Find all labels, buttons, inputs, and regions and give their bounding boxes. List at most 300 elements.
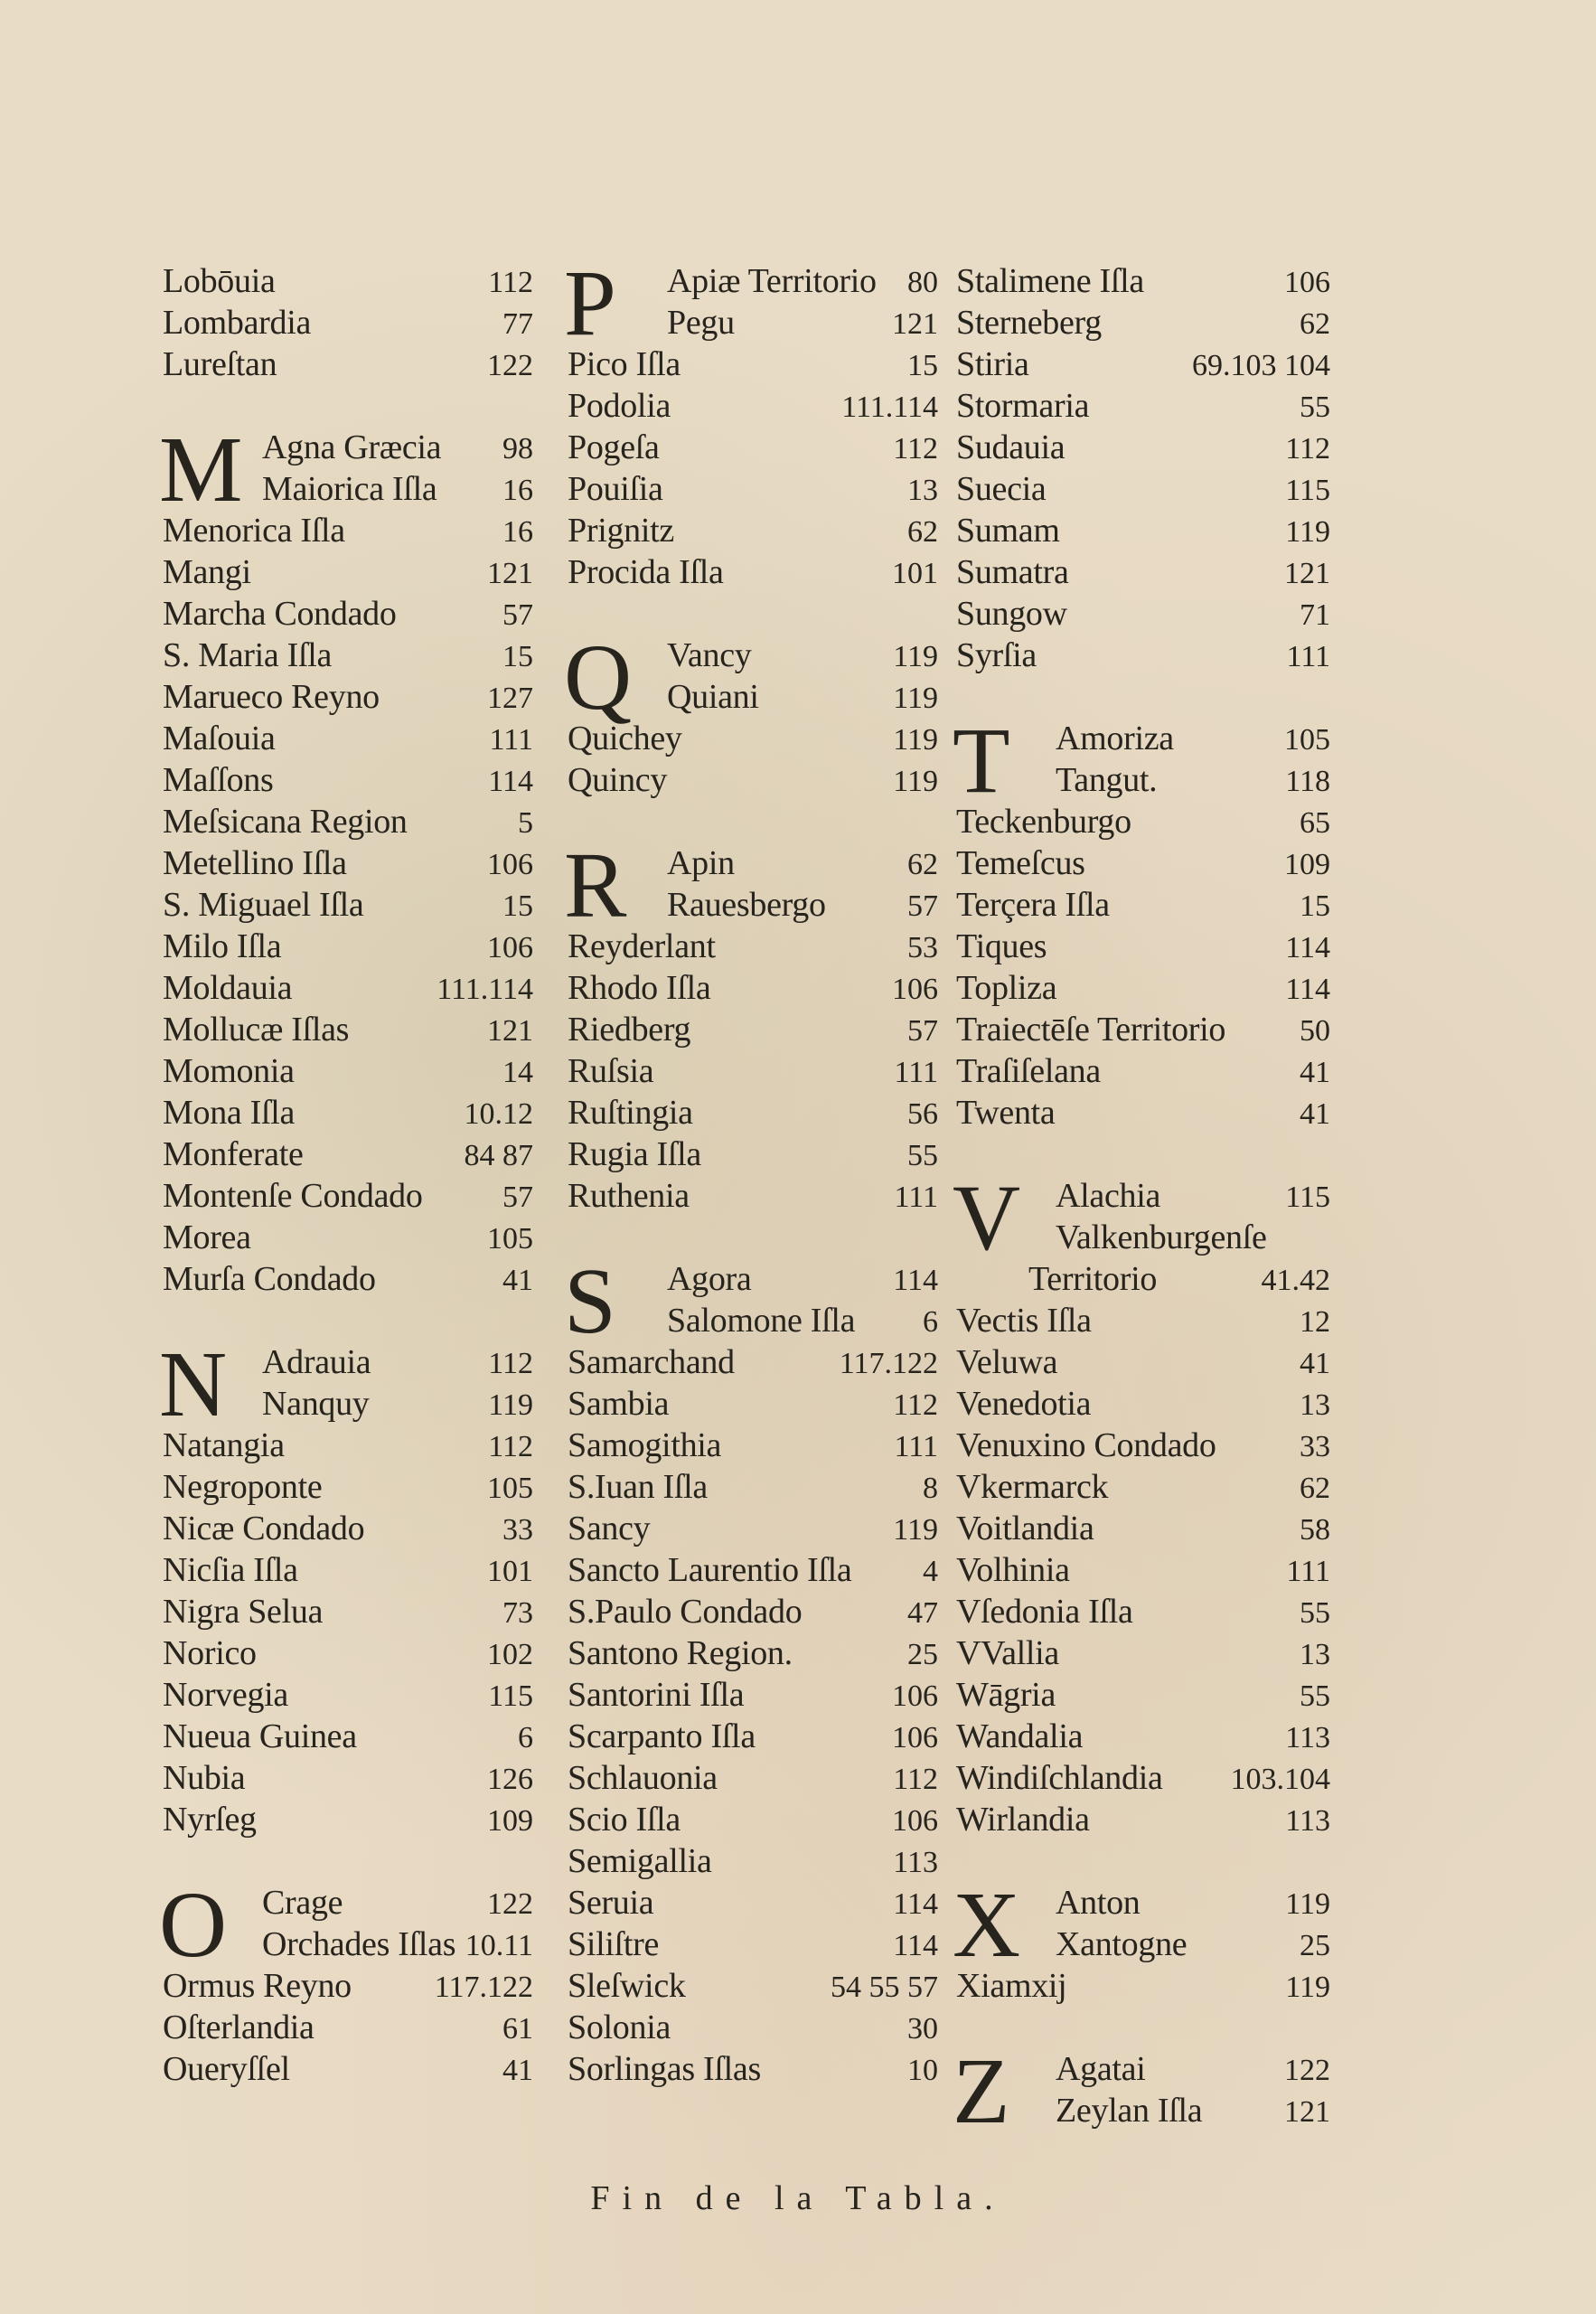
entry-page-number: 65 (1300, 806, 1330, 840)
entry-name: Wirlandia (956, 1801, 1090, 1839)
entry-page-number: 16 (502, 515, 533, 549)
entry-name: Samarchand (568, 1343, 735, 1381)
entry-page-number: 33 (502, 1513, 533, 1547)
entry-page-number: 109 (1284, 848, 1330, 881)
entry-page-number: 41 (1300, 1097, 1330, 1131)
index-entry (568, 427, 938, 468)
index-column-3 (953, 260, 1330, 2173)
index-entry (568, 1716, 938, 1757)
entry-name: Tangut. (1056, 761, 1158, 799)
index-section (953, 1166, 1330, 1840)
entry-name: Seruia (568, 1884, 654, 1922)
entry-page-number: 41 (1300, 1056, 1330, 1089)
section-initial-letter: Q (564, 626, 633, 729)
entry-page-number: 109 (487, 1804, 533, 1838)
index-entry (956, 1050, 1330, 1092)
index-entry (568, 1549, 938, 1591)
index-entry (163, 1508, 533, 1549)
entry-name: Sancto Laurentio Iſla (568, 1551, 852, 1589)
entry-page-number: 119 (893, 640, 938, 673)
index-entry (568, 1133, 938, 1175)
entry-page-number: 111 (1286, 1555, 1330, 1588)
entry-page-number: 10.11 (465, 1929, 533, 1962)
entry-name: S.Iuan Iſla (568, 1468, 708, 1506)
entry-page-number: 50 (1300, 1014, 1330, 1048)
entry-page-number: 106 (487, 848, 533, 881)
entry-page-number: 13 (1300, 1638, 1330, 1671)
entry-page-number: 112 (893, 1388, 938, 1422)
index-entry (568, 1341, 938, 1383)
entry-name: S. Maria Iſla (163, 636, 333, 674)
entry-page-number: 115 (1285, 1181, 1330, 1214)
entry-name: Venedotia (956, 1385, 1092, 1423)
entry-page-number: 118 (1285, 765, 1330, 798)
entry-page-number: 30 (907, 2012, 938, 2046)
entry-page-number: 41.42 (1261, 1264, 1330, 1297)
entry-page-number: 121 (1284, 2095, 1330, 2129)
entry-name: Marueco Reyno (163, 678, 380, 716)
index-entry (956, 427, 1330, 468)
entry-name: Rugia Iſla (568, 1135, 701, 1173)
index-entry (956, 1508, 1330, 1549)
index-entry (956, 1300, 1330, 1341)
entry-name: Samogithia (568, 1426, 722, 1464)
index-entry (956, 1757, 1330, 1799)
section-initial-letter: N (159, 1332, 228, 1436)
entry-page-number: 41 (502, 1264, 533, 1297)
entry-name: Sancy (568, 1510, 651, 1547)
index-entry (568, 967, 938, 1009)
entry-name: Apin (667, 844, 735, 882)
entry-page-number: 6 (518, 1721, 533, 1754)
entry-page-number: 119 (893, 1513, 938, 1547)
entry-name: Amoriza (1056, 720, 1174, 757)
entry-name: Vectis Iſla (956, 1302, 1092, 1340)
index-entry (163, 1133, 533, 1175)
entry-name: Nyrſeg (163, 1801, 257, 1839)
entry-page-number: 119 (1285, 1971, 1330, 2004)
entry-name: Pegu (667, 304, 735, 342)
index-section (564, 626, 938, 801)
entry-name: Traſiſelana (956, 1052, 1101, 1090)
entry-page-number: 62 (907, 848, 938, 881)
index-entry (568, 1092, 938, 1133)
section-initial-letter: O (159, 1873, 228, 1977)
index-entry (956, 1425, 1330, 1466)
entry-name: Nicſia Iſla (163, 1551, 298, 1589)
entry-name: Terçera Iſla (956, 886, 1110, 924)
index-entry (568, 2007, 938, 2048)
index-entry (956, 593, 1330, 635)
section-initial-letter: R (564, 833, 627, 937)
entry-page-number: 113 (893, 1846, 938, 1879)
index-entry (568, 1508, 938, 1549)
entry-page-number: 112 (488, 266, 533, 299)
entry-name: Pico Iſla (568, 345, 681, 383)
entry-name: S. Miguael Iſla (163, 886, 364, 924)
entry-page-number: 112 (1285, 432, 1330, 466)
entry-name: S.Paulo Condado (568, 1593, 803, 1631)
entry-page-number: 58 (1300, 1513, 1330, 1547)
index-entry (163, 1674, 533, 1716)
entry-name: Scio Iſla (568, 1801, 681, 1839)
entry-name: Teckenburgo (956, 803, 1131, 841)
entry-page-number: 41 (502, 2054, 533, 2087)
entry-name: Santorini Iſla (568, 1676, 745, 1714)
section-initial-letter: M (159, 418, 243, 522)
entry-name: Lombardia (163, 304, 312, 342)
entry-name: Volhinia (956, 1551, 1070, 1589)
entry-name: Norvegia (163, 1676, 288, 1714)
entry-page-number: 80 (907, 266, 938, 299)
entry-page-number: 113 (1285, 1804, 1330, 1838)
entry-name: Scarpanto Iſla (568, 1717, 756, 1755)
entry-page-number: 106 (892, 1721, 938, 1754)
index-entry (163, 1549, 533, 1591)
entry-name: Norico (163, 1634, 257, 1672)
index-section (953, 2039, 1330, 2143)
index-entry (163, 967, 533, 1009)
entry-name: Nigra Selua (163, 1593, 324, 1631)
entry-page-number: 101 (487, 1555, 533, 1588)
index-entry (568, 1425, 938, 1466)
entry-page-number: 62 (1300, 307, 1330, 341)
entry-page-number: 55 (907, 1139, 938, 1172)
entry-name: Pouiſia (568, 470, 663, 508)
entry-name: Suecia (956, 470, 1047, 508)
index-section (159, 1332, 533, 1840)
entry-name: Rauesbergo (667, 886, 826, 924)
entry-page-number: 127 (487, 682, 533, 715)
index-entry (568, 1383, 938, 1425)
entry-page-number: 121 (1284, 557, 1330, 590)
section-initial-letter: P (564, 251, 616, 355)
entry-page-number: 5 (518, 806, 533, 840)
index-entry (956, 1674, 1330, 1716)
index-section (163, 260, 533, 385)
index-entry (163, 718, 533, 759)
end-of-table-footer: Fin de la Tabla. (590, 2179, 1006, 2217)
entry-name: Maiorica Iſla (262, 470, 437, 508)
entry-name: Ormus Reyno (163, 1967, 352, 2005)
entry-name: Mona Iſla (163, 1094, 296, 1132)
entry-name: Agatai (1056, 2050, 1146, 2088)
entry-name: Mollucæ Iſlas (163, 1011, 350, 1049)
index-entry (163, 884, 533, 926)
index-entry (956, 1799, 1330, 1840)
entry-page-number: 10.12 (464, 1097, 533, 1131)
entry-page-number: 13 (907, 474, 938, 507)
index-entry (163, 1092, 533, 1133)
entry-page-number: 15 (502, 640, 533, 673)
entry-name: Sterneberg (956, 304, 1102, 342)
entry-page-number: 71 (1300, 598, 1330, 632)
entry-page-number: 4 (923, 1555, 938, 1588)
index-entry (568, 1882, 938, 1924)
entry-name: Natangia (163, 1426, 285, 1464)
index-entry (163, 2007, 533, 2048)
entry-page-number: 15 (907, 349, 938, 382)
index-entry (163, 926, 533, 967)
entry-name: Veluwa (956, 1343, 1058, 1381)
index-entry (163, 1050, 533, 1092)
entry-name: Milo Iſla (163, 927, 282, 965)
entry-name: Quincy (568, 761, 668, 799)
entry-page-number: 102 (487, 1638, 533, 1671)
entry-name: Sorlingas Iſlas (568, 2050, 761, 2088)
entry-name: Sungow (956, 595, 1067, 633)
entry-page-number: 111.114 (841, 390, 938, 424)
entry-page-number: 25 (907, 1638, 938, 1671)
index-entry (956, 468, 1330, 510)
entry-name: Stiria (956, 345, 1029, 383)
entry-page-number: 84 87 (464, 1139, 533, 1172)
entry-page-number: 122 (1284, 2054, 1330, 2087)
index-entry (163, 1591, 533, 1632)
entry-page-number: 126 (487, 1763, 533, 1796)
entry-name: Procida Iſla (568, 553, 724, 591)
entry-page-number: 55 (1300, 1679, 1330, 1713)
entry-page-number: 119 (488, 1388, 533, 1422)
index-entry (163, 2048, 533, 2090)
section-initial-letter: X (953, 1873, 1021, 1977)
entry-page-number: 111 (894, 1056, 938, 1089)
index-entry (956, 801, 1330, 842)
entry-name: Windiſchlandia (956, 1759, 1163, 1797)
index-entry (568, 1924, 938, 1965)
section-initial-letter: S (564, 1249, 616, 1353)
index-entry (568, 1674, 938, 1716)
entry-page-number: 12 (1300, 1305, 1330, 1339)
index-entry (956, 510, 1330, 551)
index-entry (568, 1591, 938, 1632)
entry-page-number: 33 (1300, 1430, 1330, 1463)
entry-name: Rhodo Iſla (568, 969, 711, 1007)
entry-page-number: 105 (1284, 723, 1330, 757)
entry-page-number: 10 (907, 2054, 938, 2087)
index-entry (568, 1799, 938, 1840)
index-entry (163, 1466, 533, 1508)
entry-name: Ruſtingia (568, 1094, 693, 1132)
entry-page-number: 106 (892, 1679, 938, 1713)
index-entry (568, 468, 938, 510)
entry-name: Prignitz (568, 512, 674, 550)
entry-name: Menorica Iſla (163, 512, 345, 550)
entry-page-number: 115 (488, 1679, 533, 1713)
entry-page-number: 106 (1284, 266, 1330, 299)
entry-name: Podolia (568, 387, 671, 425)
index-entry (568, 1632, 938, 1674)
entry-page-number: 112 (893, 432, 938, 466)
entry-page-number: 117.122 (434, 1971, 533, 2004)
index-entry (956, 343, 1330, 385)
index-entry (163, 1009, 533, 1050)
index-entry (956, 1092, 1330, 1133)
index-entry (956, 1009, 1330, 1050)
entry-name: Xantogne (1056, 1925, 1188, 1963)
entry-name: Anton (1056, 1884, 1141, 1922)
entry-name: Pogeſa (568, 428, 660, 466)
entry-name: Marcha Condado (163, 595, 397, 633)
entry-name: Meſsicana Region (163, 803, 408, 841)
index-entry (163, 676, 533, 718)
entry-page-number: 54 55 57 (831, 1971, 938, 2004)
index-entry (568, 1009, 938, 1050)
index-entry (956, 260, 1330, 302)
entry-name: Reyderlant (568, 927, 716, 965)
entry-name: Valkenburgenſe (1056, 1218, 1267, 1256)
entry-page-number: 121 (892, 307, 938, 341)
entry-page-number: 111 (894, 1181, 938, 1214)
index-entry (956, 842, 1330, 884)
index-entry (568, 2048, 938, 2090)
entry-name: Lobōuia (163, 262, 276, 300)
entry-page-number: 114 (1285, 973, 1330, 1006)
entry-name: Quiani (667, 678, 759, 716)
entry-name: Morea (163, 1218, 251, 1256)
entry-name: Sudauia (956, 428, 1066, 466)
section-initial-letter: V (953, 1166, 1021, 1270)
entry-page-number: 105 (487, 1472, 533, 1505)
index-entry (956, 1591, 1330, 1632)
index-entry (956, 884, 1330, 926)
entry-page-number: 13 (1300, 1388, 1330, 1422)
index-entry (163, 260, 533, 302)
entry-name: Murſa Condado (163, 1260, 376, 1298)
index-entry (163, 1632, 533, 1674)
entry-name: Nanquy (262, 1385, 370, 1423)
entry-name: Temeſcus (956, 844, 1085, 882)
index-section (953, 709, 1330, 1133)
entry-name: Crage (262, 1884, 343, 1922)
entry-name: VVallia (956, 1634, 1059, 1672)
entry-name: Salomone Iſla (667, 1302, 856, 1340)
entry-name: Siliſtre (568, 1925, 660, 1963)
entry-page-number: 15 (1300, 889, 1330, 923)
entry-page-number: 112 (488, 1430, 533, 1463)
entry-name: Negroponte (163, 1468, 323, 1506)
entry-page-number: 119 (893, 765, 938, 798)
entry-name: Montenſe Condado (163, 1177, 423, 1215)
index-entry (956, 1632, 1330, 1674)
entry-page-number: 111.114 (437, 973, 533, 1006)
entry-name: Oueryſſel (163, 2050, 290, 2088)
entry-page-number: 114 (893, 1264, 938, 1297)
entry-page-number: 114 (1285, 931, 1330, 964)
entry-page-number: 111 (894, 1430, 938, 1463)
entry-name: Schlauonia (568, 1759, 718, 1797)
entry-page-number: 98 (502, 432, 533, 466)
entry-page-number: 57 (907, 889, 938, 923)
entry-name: Stormaria (956, 387, 1090, 425)
entry-page-number: 55 (1300, 1596, 1330, 1630)
entry-name: Stalimene Iſla (956, 262, 1144, 300)
index-entry (956, 635, 1330, 676)
entry-name: Xiamxij (956, 1967, 1067, 2005)
entry-name: Wāgria (956, 1676, 1056, 1714)
entry-name: Wandalia (956, 1717, 1084, 1755)
entry-page-number: 112 (488, 1347, 533, 1380)
index-entry (956, 1383, 1330, 1425)
index-entry (568, 1175, 938, 1217)
entry-name: Santono Region. (568, 1634, 793, 1672)
entry-name: Syrſia (956, 636, 1037, 674)
index-entry (163, 1757, 533, 1799)
entry-page-number: 122 (487, 349, 533, 382)
entry-name: Semigallia (568, 1842, 712, 1880)
index-entry (956, 1466, 1330, 1508)
index-entry (568, 759, 938, 801)
entry-page-number: 119 (893, 682, 938, 715)
entry-name: Metellino Iſla (163, 844, 347, 882)
index-section (956, 260, 1330, 676)
entry-page-number: 101 (892, 557, 938, 590)
entry-page-number: 122 (487, 1887, 533, 1921)
entry-page-number: 53 (907, 931, 938, 964)
entry-page-number: 119 (1285, 515, 1330, 549)
entry-name: Territorio (1028, 1260, 1158, 1298)
entry-page-number: 16 (502, 474, 533, 507)
entry-page-number: 15 (502, 889, 533, 923)
entry-page-number: 57 (502, 1181, 533, 1214)
entry-name: Momonia (163, 1052, 295, 1090)
index-section (564, 833, 938, 1217)
index-section (159, 418, 533, 1300)
index-column-2 (564, 251, 938, 2131)
index-column-1 (159, 260, 533, 2131)
index-entry (568, 343, 938, 385)
entry-page-number: 14 (502, 1056, 533, 1089)
index-entry (956, 1716, 1330, 1757)
entry-name: Sleſwick (568, 1967, 686, 2005)
entry-name: Orchades Iſlas (262, 1925, 456, 1963)
entry-name: Adrauia (262, 1343, 371, 1381)
entry-page-number: 119 (893, 723, 938, 757)
entry-page-number: 112 (893, 1763, 938, 1796)
index-entry (568, 385, 938, 427)
entry-name: Solonia (568, 2008, 671, 2046)
entry-page-number: 106 (892, 1804, 938, 1838)
index-entry (568, 1840, 938, 1882)
entry-name: Lureſtan (163, 345, 277, 383)
index-section (953, 1873, 1330, 2007)
index-entry (568, 1466, 938, 1508)
index-entry (163, 635, 533, 676)
entry-name: Ruthenia (568, 1177, 690, 1215)
entry-page-number: 8 (923, 1472, 938, 1505)
entry-name: Maſſons (163, 761, 274, 799)
entry-name: Maſouia (163, 720, 276, 757)
entry-name: Ruſsia (568, 1052, 654, 1090)
index-entry (163, 759, 533, 801)
entry-page-number: 73 (502, 1596, 533, 1630)
entry-page-number: 103.104 (1230, 1763, 1330, 1796)
index-section (564, 1249, 938, 2090)
index-entry (568, 1965, 938, 2007)
entry-name: Tiques (956, 927, 1047, 965)
section-initial-letter: T (953, 709, 1010, 813)
index-entry (163, 1258, 533, 1300)
entry-page-number: 77 (502, 307, 533, 341)
entry-name: Apiæ Territorio (667, 262, 877, 300)
entry-name: Nicæ Condado (163, 1510, 365, 1547)
entry-page-number: 106 (487, 931, 533, 964)
entry-name: Moldauia (163, 969, 293, 1007)
entry-name: Alachia (1056, 1177, 1161, 1215)
entry-name: Sambia (568, 1385, 670, 1423)
index-entry (568, 1757, 938, 1799)
index-entry (163, 1175, 533, 1217)
